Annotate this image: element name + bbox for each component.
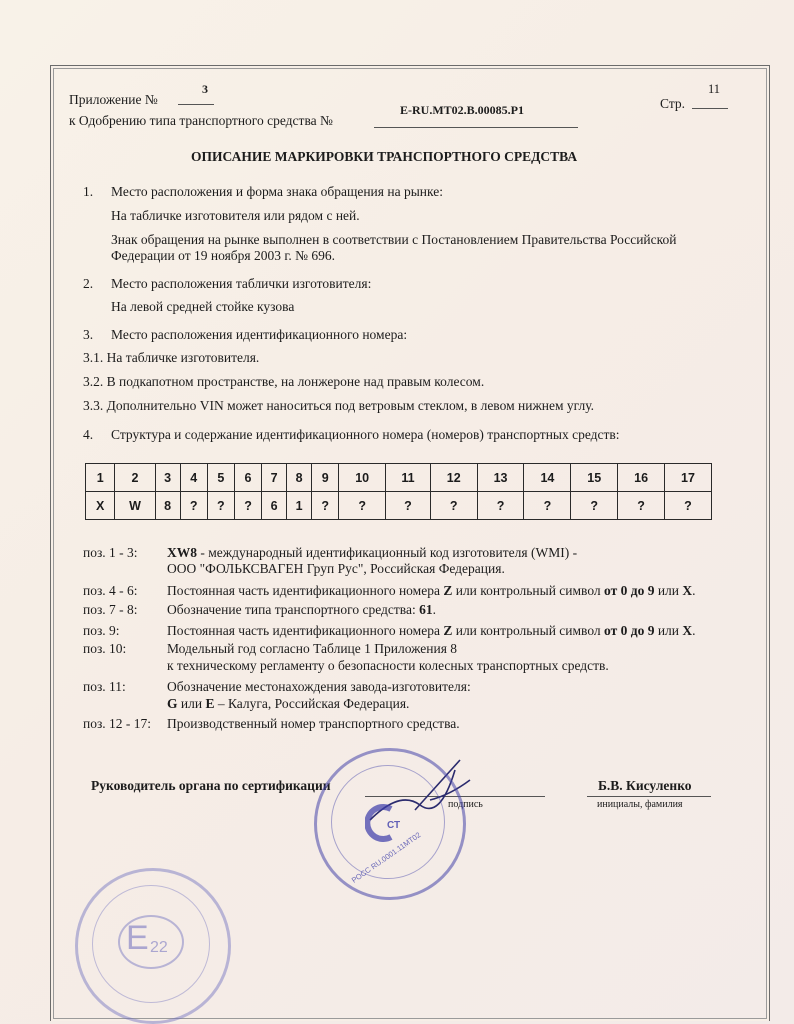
vin-value-cell: ? bbox=[477, 492, 524, 520]
section-3-1: 3.1. На табличке изготовителя. bbox=[83, 350, 260, 365]
vin-position-cell: 6 bbox=[234, 464, 261, 492]
pos-9-part-b: или контрольный символ bbox=[452, 623, 605, 638]
pos-1-3-text bbox=[167, 545, 577, 561]
vin-position-cell: 7 bbox=[262, 464, 287, 492]
pos-1-3-text-2: ООО "ФОЛЬКСВАГЕН Груп Рус", Российская Федерация. bbox=[167, 561, 505, 576]
signatory-name: Б.В. Кисуленко bbox=[598, 778, 692, 793]
vin-value-cell: ? bbox=[571, 492, 618, 520]
vin-position-cell: 5 bbox=[207, 464, 234, 492]
vin-structure-table bbox=[85, 463, 712, 520]
vin-position-cell: 16 bbox=[618, 464, 665, 492]
section-1-line-2: Знак обращения на рынке выполнен в соответствии с Постановлением Правительства Российской bbox=[111, 232, 677, 247]
pos-7-8-end: . bbox=[432, 602, 436, 617]
vin-values-row bbox=[86, 492, 712, 520]
pos-1-3-label: поз. 1 - 3: bbox=[83, 545, 138, 560]
pos-10-text-2: к техническому регламенту о безопасности колесных транспортных средств. bbox=[167, 658, 609, 673]
pos-9-range: от 0 до 9 bbox=[604, 623, 655, 638]
pos-11-mid: или bbox=[177, 696, 206, 711]
approval-number: E-RU.MT02.B.00085.P1 bbox=[400, 103, 524, 117]
section-1-number: 1. bbox=[83, 184, 94, 199]
vin-positions-row bbox=[86, 464, 712, 492]
vin-position-cell: 12 bbox=[430, 464, 477, 492]
vin-value-cell: ? bbox=[312, 492, 339, 520]
page-number: 11 bbox=[708, 82, 721, 96]
pos-11-label: поз. 11: bbox=[83, 679, 126, 694]
pos-9-part-a: Постоянная часть идентификационного номера bbox=[167, 623, 444, 638]
pos-11-text-2 bbox=[167, 696, 409, 712]
pos-12-17-label: поз. 12 - 17: bbox=[83, 716, 152, 731]
head-of-certification-label: Руководитель органа по сертификации bbox=[91, 778, 331, 793]
approval-underline bbox=[374, 127, 578, 128]
pos-9-z: Z bbox=[443, 623, 453, 638]
vin-position-cell: 9 bbox=[312, 464, 339, 492]
pos-4-6-end: . bbox=[692, 583, 696, 598]
appendix-label: Приложение № bbox=[69, 92, 158, 107]
name-caption: инициалы, фамилия bbox=[597, 799, 683, 810]
vin-value-cell: 8 bbox=[155, 492, 180, 520]
vin-value-cell: 1 bbox=[287, 492, 312, 520]
wmi-desc: - международный идентификационный код изготовителя (WMI) - bbox=[197, 545, 578, 560]
section-2-number: 2. bbox=[83, 276, 94, 291]
signature-caption: подпись bbox=[448, 799, 483, 810]
e-mark-number: 22 bbox=[150, 939, 168, 956]
section-3-2: 3.2. В подкапотном пространстве, на лонжероне над правым колесом. bbox=[83, 374, 485, 389]
pos-11-e: E bbox=[205, 696, 215, 711]
page-underline bbox=[692, 108, 728, 109]
vin-value-cell: X bbox=[86, 492, 115, 520]
stamp-code: РОСС RU.0001.11МТ02 bbox=[349, 830, 423, 885]
section-3-title: Место расположения идентификационного номера: bbox=[111, 327, 408, 342]
vin-position-cell: 10 bbox=[339, 464, 386, 492]
pos-11-g: G bbox=[167, 696, 178, 711]
page-label: Стр. bbox=[660, 96, 686, 111]
vin-position-cell: 17 bbox=[665, 464, 712, 492]
section-2-title: Место расположения таблички изготовителя: bbox=[111, 276, 372, 291]
pos-7-8-text bbox=[167, 602, 436, 618]
pos-4-6-part-a: Постоянная часть идентификационного номера bbox=[167, 583, 444, 598]
pos-10-label: поз. 10: bbox=[83, 641, 127, 656]
section-4-title: Структура и содержание идентификационного номера (номеров) транспортных средств: bbox=[111, 427, 620, 442]
vin-position-cell: 2 bbox=[115, 464, 155, 492]
e-mark-letter: E bbox=[126, 919, 149, 957]
vin-value-cell: ? bbox=[180, 492, 207, 520]
e-approval-stamp bbox=[75, 868, 231, 1024]
pos-4-6-label: поз. 4 - 6: bbox=[83, 583, 138, 598]
vin-position-cell: 13 bbox=[477, 464, 524, 492]
certification-stamp bbox=[314, 748, 466, 900]
vin-position-cell: 1 bbox=[86, 464, 115, 492]
pos-7-8-desc: Обозначение типа транспортного средства: bbox=[167, 602, 420, 617]
certification-logo-icon bbox=[365, 803, 411, 843]
pos-10-text: Модельный год согласно Таблице 1 Приложения 8 bbox=[167, 641, 458, 656]
section-4-number: 4. bbox=[83, 427, 94, 442]
pos-11-text: Обозначение местонахождения завода-изготовителя: bbox=[167, 679, 471, 694]
section-1-line-1: На табличке изготовителя или рядом с ней. bbox=[111, 208, 360, 223]
vin-value-cell: ? bbox=[618, 492, 665, 520]
pos-4-6-range: от 0 до 9 bbox=[604, 583, 655, 598]
vin-position-cell: 3 bbox=[155, 464, 180, 492]
appendix-underline bbox=[178, 104, 214, 105]
pos-9-x: X bbox=[682, 623, 693, 638]
section-1-line-3: Федерации от 19 ноября 2003 г. № 696. bbox=[111, 248, 336, 263]
pos-9-end: . bbox=[692, 623, 696, 638]
vin-value-cell: ? bbox=[386, 492, 431, 520]
document-title: ОПИСАНИЕ МАРКИРОВКИ ТРАНСПОРТНОГО СРЕДСТВА bbox=[191, 149, 578, 164]
section-3-number: 3. bbox=[83, 327, 94, 342]
appendix-number: 3 bbox=[202, 82, 208, 96]
section-3-3: 3.3. Дополнительно VIN может наноситься под ветровым стеклом, в левом нижнем углу. bbox=[83, 398, 595, 413]
approval-label: к Одобрению типа транспортного средства № bbox=[69, 113, 333, 128]
pos-7-8-label: поз. 7 - 8: bbox=[83, 602, 138, 617]
pos-4-6-part-c: или bbox=[654, 583, 683, 598]
vin-value-cell: ? bbox=[207, 492, 234, 520]
pos-9-part-c: или bbox=[654, 623, 683, 638]
vin-value-cell: ? bbox=[339, 492, 386, 520]
pos-4-6-x: X bbox=[682, 583, 693, 598]
vin-position-cell: 11 bbox=[386, 464, 431, 492]
vin-value-cell: W bbox=[115, 492, 155, 520]
pos-4-6-z: Z bbox=[443, 583, 453, 598]
vin-position-cell: 4 bbox=[180, 464, 207, 492]
pos-12-17-text: Производственный номер транспортного средства. bbox=[167, 716, 460, 731]
section-2-line-1: На левой средней стойке кузова bbox=[111, 299, 295, 314]
vin-position-cell: 8 bbox=[287, 464, 312, 492]
svg-text:СТ: СТ bbox=[387, 820, 401, 831]
pos-4-6-part-b: или контрольный символ bbox=[452, 583, 605, 598]
pos-11-rest: – Калуга, Российская Федерация. bbox=[214, 696, 410, 711]
name-underline bbox=[587, 796, 711, 797]
vin-value-cell: ? bbox=[524, 492, 571, 520]
pos-9-text bbox=[167, 623, 696, 639]
vin-position-cell: 14 bbox=[524, 464, 571, 492]
vin-value-cell: ? bbox=[234, 492, 261, 520]
vin-value-cell: 6 bbox=[262, 492, 287, 520]
pos-4-6-text bbox=[167, 583, 696, 599]
vin-value-cell: ? bbox=[665, 492, 712, 520]
vin-value-cell: ? bbox=[430, 492, 477, 520]
section-1-title: Место расположения и форма знака обращения на рынке: bbox=[111, 184, 443, 199]
vin-position-cell: 15 bbox=[571, 464, 618, 492]
wmi-code: XW8 bbox=[167, 545, 197, 560]
pos-9-label: поз. 9: bbox=[83, 623, 120, 638]
pos-7-8-code: 61 bbox=[419, 602, 433, 617]
